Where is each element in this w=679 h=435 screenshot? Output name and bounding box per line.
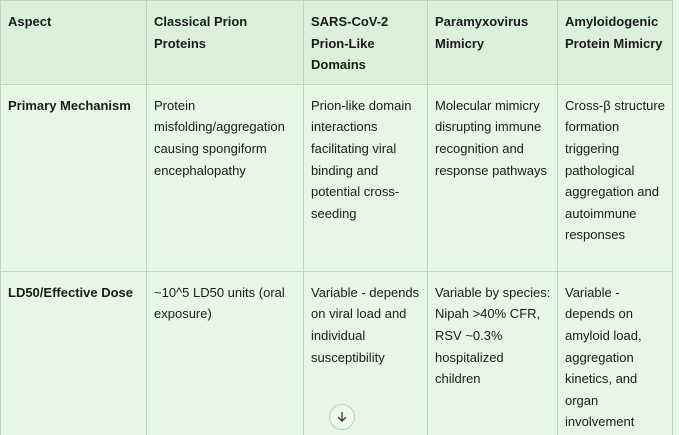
table-cell: Prion-like domain interactions facilitating viral binding and potential cross-seeding (304, 84, 428, 271)
column-header-amyloidogenic: Amyloidogenic Protein Mimicry (558, 1, 673, 85)
table-cell: Variable by species: Nipah >40% CFR, RSV ~0.3% hospitalized children (428, 271, 558, 435)
table-cell: Cross-β structure formation triggering pathological aggregation and autoimmune responses (558, 84, 673, 271)
table-cell: Variable - depends on amyloid load, aggregation kinetics, and organ involvement (558, 271, 673, 435)
table-cell: Variable - depends on viral load and individual susceptibility (304, 271, 428, 435)
arrow-down-icon (336, 411, 348, 423)
row-header-cell: Primary Mechanism (1, 84, 147, 271)
column-header-paramyxovirus: Paramyxovirus Mimicry (428, 1, 558, 85)
row-header-cell: LD50/Effective Dose (1, 271, 147, 435)
table-cell: Protein misfolding/aggregation causing spongiform encephalopathy (147, 84, 304, 271)
column-header-classical-prion: Classical Prion Proteins (147, 1, 304, 85)
table-row (1, 84, 673, 271)
column-header-sars-cov-2: SARS-CoV-2 Prion-Like Domains (304, 1, 428, 85)
table-header-row (1, 1, 673, 85)
scroll-to-bottom-button[interactable] (329, 404, 355, 430)
column-header-aspect: Aspect (1, 1, 147, 85)
table-cell: Molecular mimicry disrupting immune recognition and response pathways (428, 84, 558, 271)
table-cell: ~10^5 LD50 units (oral exposure) (147, 271, 304, 435)
